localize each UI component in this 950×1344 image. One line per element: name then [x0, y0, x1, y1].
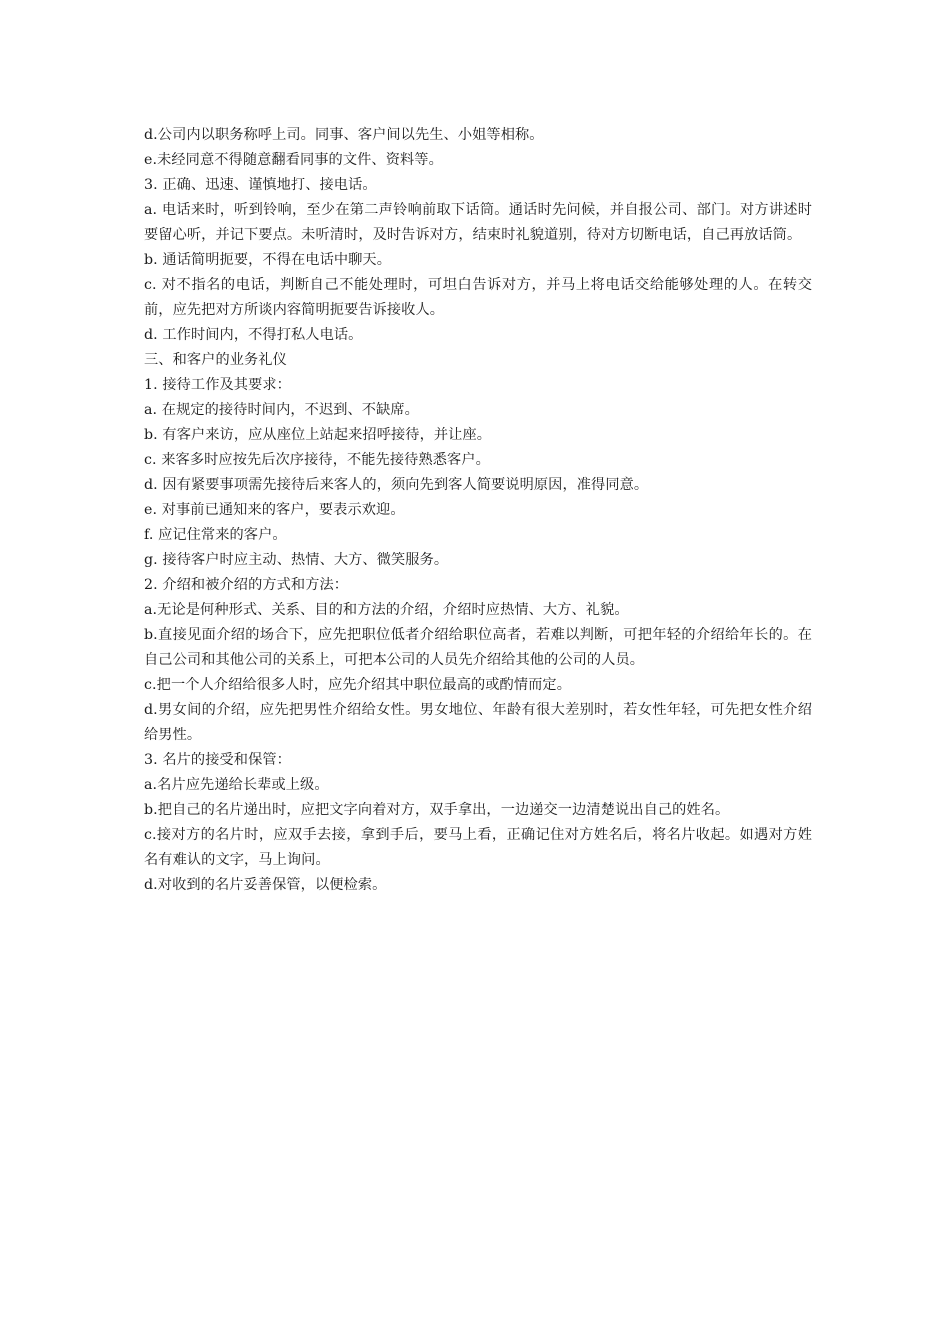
paragraph-b-introduce-order: b.直接见面介绍的场合下，应先把职位低者介绍给职位高者，若难以判断，可把年轻的介绍给年长的。在自己公司和其他公司的关系上，可把本公司的人员先介绍给其他的公司的人员。	[144, 627, 812, 668]
paragraph-d-title-address: d.公司内以职务称呼上司。同事、客户间以先生、小姐等相称。	[144, 127, 544, 143]
paragraph-b-concise-calls: b. 通话简明扼要，不得在电话中聊天。	[144, 252, 392, 268]
heading-customer-etiquette: 三、和客户的业务礼仪	[144, 352, 287, 368]
paragraph-c-transfer-calls: c. 对不指名的电话，判断自己不能处理时，可坦白告诉对方，并马上将电话交给能够处理的人。在转交前，应先把对方所谈内容简明扼要告诉接收人。	[144, 277, 812, 318]
paragraph-d-store-cards: d.对收到的名片妥善保管，以便检索。	[144, 877, 387, 893]
document-page	[144, 123, 812, 898]
paragraph-a-introduce-warmly: a.无论是何种形式、关系、目的和方法的介绍，介绍时应热情、大方、礼貌。	[144, 602, 629, 618]
paragraph-b-stand-greet: b. 有客户来访，应从座位上站起来招呼接待，并让座。	[144, 427, 492, 443]
section-3-business-cards: 3. 名片的接受和保管：	[144, 752, 291, 768]
paragraph-f-remember-clients: f. 应记住常来的客户。	[144, 527, 287, 543]
paragraph-c-order-of-visitors: c. 来客多时应按先后次序接待，不能先接待熟悉客户。	[144, 452, 490, 468]
paragraph-e-no-browsing-files: e.未经同意不得随意翻看同事的文件、资料等。	[144, 152, 443, 168]
paragraph-d-gender-introductions: d.男女间的介绍，应先把男性介绍给女性。男女地位、年龄有很大差别时，若女性年轻，可先把女性介绍给男性。	[144, 702, 812, 743]
paragraph-b-hand-card: b.把自己的名片递出时，应把文字向着对方，双手拿出，一边递交一边清楚说出自己的姓名。	[144, 802, 730, 818]
paragraph-e-welcome: e. 对事前已通知来的客户，要表示欢迎。	[144, 502, 405, 518]
paragraph-g-smile-service: g. 接待客户时应主动、热情、大方、微笑服务。	[144, 552, 449, 568]
paragraph-a-answering-calls: a. 电话来时，听到铃响，至少在第二声铃响前取下话筒。通话时先问候，并自报公司、部门。对方讲述时要留心听，并记下要点。未听清时，及时告诉对方，结束时礼貌道别，待对方切断电话，自己再放话筒。	[144, 202, 812, 243]
paragraph-d-urgent-matters: d. 因有紧要事项需先接待后来客人的，须向先到客人简要说明原因，准得同意。	[144, 477, 649, 493]
section-2-introductions: 2. 介绍和被介绍的方式和方法：	[144, 577, 349, 593]
paragraph-d-no-private-calls: d. 工作时间内，不得打私人电话。	[144, 327, 363, 343]
paragraph-a-give-cards-elders: a.名片应先递给长辈或上级。	[144, 777, 329, 793]
paragraph-c-receive-card: c.接对方的名片时，应双手去接，拿到手后，要马上看，正确记住对方姓名后，将名片收起。如遇对方姓名有难认的文字，马上询问。	[144, 827, 812, 868]
paragraph-c-introduce-to-group: c.把一个人介绍给很多人时，应先介绍其中职位最高的或酌情而定。	[144, 677, 571, 693]
section-1-reception: 1. 接待工作及其要求：	[144, 377, 291, 393]
paragraph-a-punctual: a. 在规定的接待时间内，不迟到、不缺席。	[144, 402, 419, 418]
section-3-phone-calls: 3. 正确、迅速、谨慎地打、接电话。	[144, 177, 377, 193]
